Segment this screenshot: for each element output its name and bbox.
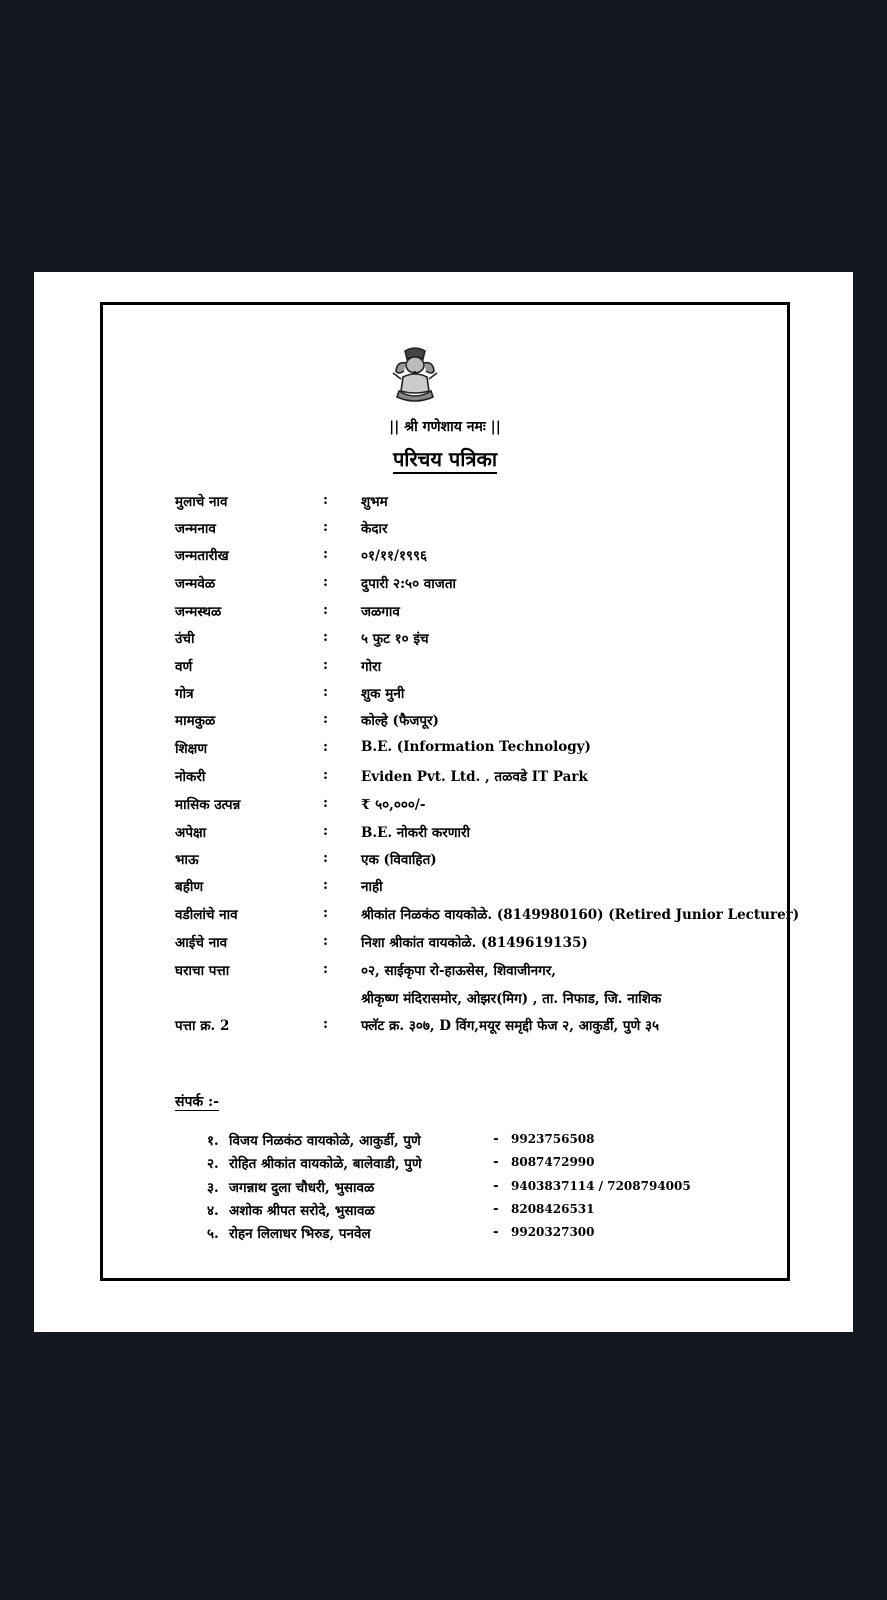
field-value: फ्लॅट क्र. ३०७, D विंग,मयूर समृद्दी फेज २, आकुर्डी, पुणे ३५ [361, 1018, 660, 1034]
field-label: शिक्षण [175, 741, 208, 757]
field-label: नोकरी [175, 769, 206, 785]
field-label: जन्मतारीख [175, 548, 229, 564]
contact-name: रोहन लिलाधर भिरुड, पनवेल [229, 1226, 371, 1242]
contact-dash: - [493, 1154, 499, 1170]
field-separator: : [323, 1016, 328, 1032]
contact-name: विजय निळकंठ वायकोळे, आकुर्डी, पुणे [229, 1133, 421, 1149]
field-separator: : [323, 519, 328, 535]
field-label: भाऊ [175, 852, 199, 868]
field-separator: : [323, 877, 328, 893]
field-value: ₹ ५०,०००/- [361, 797, 426, 813]
field-separator: : [323, 492, 328, 508]
field-label: वडीलांचे नाव [175, 907, 238, 923]
contact-dash: - [493, 1224, 499, 1240]
field-value: B.E. (Information Technology) [361, 739, 591, 755]
field-value: नाही [361, 879, 383, 895]
field-label: उंची [175, 631, 195, 647]
field-value: ०२, साईकृपा रो-हाऊसेस, शिवाजीनगर, [361, 963, 556, 979]
field-value: श्रीकृष्ण मंदिरासमोर, ओझर(मिग) , ता. निफाड, जि. नाशिक [361, 991, 662, 1007]
field-label: जन्मनाव [175, 521, 216, 537]
contact-phone: 9923756508 [511, 1132, 595, 1146]
field-separator: : [323, 823, 328, 839]
field-value: Eviden Pvt. Ltd. , तळवडे IT Park [361, 769, 588, 785]
contact-number: ४. [207, 1203, 219, 1219]
field-label: बहीण [175, 879, 204, 895]
field-label: जन्मस्थळ [175, 604, 222, 620]
field-separator: : [323, 850, 328, 866]
field-label: घराचा पत्ता [175, 963, 230, 979]
field-value: निशा श्रीकांत वायकोळे. (8149619135) [361, 935, 588, 951]
field-value: एक (विवाहित) [361, 852, 437, 868]
salutation-text: || श्री गणेशाय नमः || [389, 419, 501, 435]
field-value: शुक मुनी [361, 686, 405, 702]
field-separator: : [323, 546, 328, 562]
field-label: मामकुळ [175, 713, 216, 729]
contact-dash: - [493, 1201, 499, 1217]
field-value: B.E. नोकरी करणारी [361, 825, 471, 841]
field-label: वर्ण [175, 659, 193, 675]
contact-phone: 9403837114 / 7208794005 [511, 1179, 691, 1193]
field-value: शुभम [361, 494, 388, 510]
contact-name: रोहित श्रीकांत वायकोळे, बालेवाडी, पुणे [229, 1156, 422, 1172]
field-value: ५ फुट १० इंच [361, 631, 429, 647]
contact-phone: 8087472990 [511, 1155, 595, 1169]
field-separator: : [323, 684, 328, 700]
field-separator: : [323, 739, 328, 755]
field-label: मुलाचे नाव [175, 494, 228, 510]
field-value: श्रीकांत निळकंठ वायकोळे. (8149980160) (Retired Junior Lecturer) [361, 907, 800, 923]
field-separator: : [323, 629, 328, 645]
document-title: परिचय पत्रिका [103, 445, 787, 472]
field-value: गोरा [361, 659, 382, 675]
field-value: ०१/११/१९९६ [361, 548, 428, 564]
contact-number: २. [207, 1156, 219, 1172]
field-separator: : [323, 574, 328, 590]
contact-name: अशोक श्रीपत सरोदे, भुसावळ [229, 1203, 375, 1219]
field-label: जन्मवेळ [175, 576, 216, 592]
field-separator: : [323, 905, 328, 921]
contact-dash: - [493, 1178, 499, 1194]
document-border [100, 302, 800, 1281]
field-separator: : [323, 657, 328, 673]
contact-number: १. [207, 1133, 219, 1149]
field-separator: : [323, 795, 328, 811]
contact-phone: 8208426531 [511, 1202, 595, 1216]
field-label: मासिक उत्पन्न [175, 797, 241, 813]
document-page [34, 272, 853, 1332]
field-label: आईचे नाव [175, 935, 228, 951]
field-separator: : [323, 711, 328, 727]
field-separator: : [323, 933, 328, 949]
field-value: दुपारी २:५० वाजता [361, 576, 457, 592]
field-value: केदार [361, 521, 388, 537]
field-separator: : [323, 961, 328, 977]
field-label: पत्ता क्र. 2 [175, 1018, 230, 1034]
contact-number: ५. [207, 1226, 219, 1242]
contacts-heading: संपर्क :- [175, 1094, 220, 1110]
field-separator: : [323, 602, 328, 618]
field-separator: : [323, 767, 328, 783]
ganesha-icon [389, 345, 441, 403]
contact-name: जगन्नाथ दुला चौधरी, भुसावळ [229, 1180, 375, 1196]
field-value: जळगाव [361, 604, 400, 620]
contact-number: ३. [207, 1180, 219, 1196]
contact-dash: - [493, 1131, 499, 1147]
field-label: अपेक्षा [175, 825, 207, 841]
field-value: कोल्हे (फैजपूर) [361, 713, 439, 729]
contact-phone: 9920327300 [511, 1225, 595, 1239]
field-label: गोत्र [175, 686, 194, 702]
